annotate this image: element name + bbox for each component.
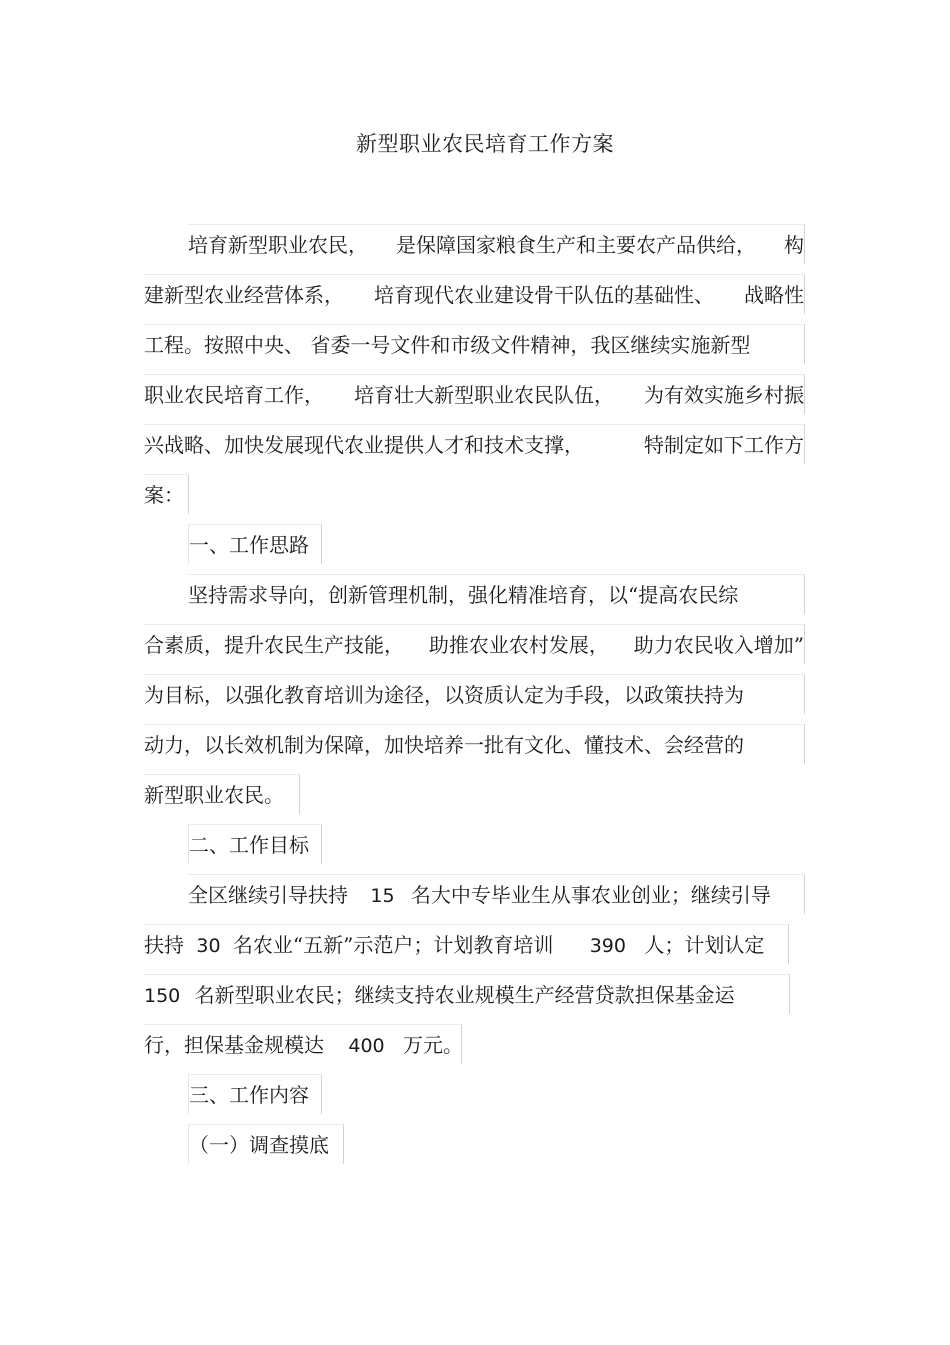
text-span: 建新型农业经营体系， [144,283,344,307]
text-span: 助力农民收入增加” [633,633,804,657]
section1-line-3 [144,674,805,714]
text-span: 助推农业农村发展， [428,633,609,657]
text-span: 案： [144,483,184,507]
text-span: 职业农民培育工作， [144,383,324,407]
number-span: 15 [370,885,395,907]
intro-line-3 [144,324,805,364]
section1-line-1 [188,574,805,614]
text-span: 名农业“五新”示范户；计划教育培训 [232,933,554,957]
section1-line-2 [144,624,805,664]
text-span: 二、工作目标 [189,833,309,857]
text-span: 扶持 [144,933,184,957]
text-span: 名大中专毕业生从事农业创业；继续引导 [410,883,771,907]
text-span: 名新型职业农民；继续支持农业规模生产经营贷款担保基金运 [194,983,735,1007]
text-span: 培育现代农业建设骨干队伍的基础性、 [374,283,714,307]
intro-line-2 [144,274,805,314]
section2-line-2 [144,924,789,964]
intro-line-4 [144,374,805,414]
text-span: 全区继续引导扶持 [188,883,348,907]
section-heading-3 [188,1074,322,1114]
section2-line-1 [188,874,805,914]
text-span: 特制定如下工作方 [644,433,804,457]
text-span: 动力，以长效机制为保障，加快培养一批有文化、懂技术、会经营的 [144,733,744,757]
section-heading-1 [188,524,322,564]
text-span: 培育壮大新型职业农民队伍， [354,383,614,407]
text-span: 为目标，以强化教育培训为途径，以资质认定为手段，以政策扶持为 [144,683,744,707]
section1-line-5 [144,774,300,814]
text-span: 坚持需求导向，创新管理机制，强化精准培育，以“提高农民综 [188,583,739,607]
text-span: 一、工作思路 [189,533,309,557]
text-span: 人；计划认定 [644,933,765,957]
text-span: 合素质，提升农民生产技能， [144,633,404,657]
text-span: 培育新型职业农民， [188,233,368,257]
text-span: 战略性 [744,283,804,307]
section1-line-4 [144,724,805,764]
section-heading-2 [188,824,322,864]
number-span: 390 [589,935,626,957]
number-span: 150 [144,985,181,1007]
text-span: 兴战略、加快发展现代农业提供人才和技术支撑， [144,433,584,457]
section2-line-3 [144,974,790,1014]
subsection-heading-1 [188,1124,344,1164]
intro-line-1 [188,224,805,264]
intro-line-5 [144,424,805,464]
text-span: 三、工作内容 [189,1083,309,1107]
text-span: 新型职业农民。 [144,783,284,807]
text-span: 构 [784,233,804,257]
intro-line-6 [144,474,189,514]
text-span: 工程。按照中央、 省委一号文件和市级文件精神，我区继续实施新型 [144,333,751,357]
section2-line-4 [144,1024,462,1064]
text-span: （一）调查摸底 [189,1133,329,1157]
text-span: 行，担保基金规模达 [144,1033,324,1057]
text-span: 是保障国家粮食生产和主要农产品供给， [396,233,756,257]
text-span: 为有效实施乡村振 [644,383,804,407]
text-span: 万元。 [402,1033,463,1057]
number-span: 30 [196,935,221,957]
number-span: 400 [348,1035,385,1057]
document-title: 新型职业农民培育工作方案 [356,132,614,156]
